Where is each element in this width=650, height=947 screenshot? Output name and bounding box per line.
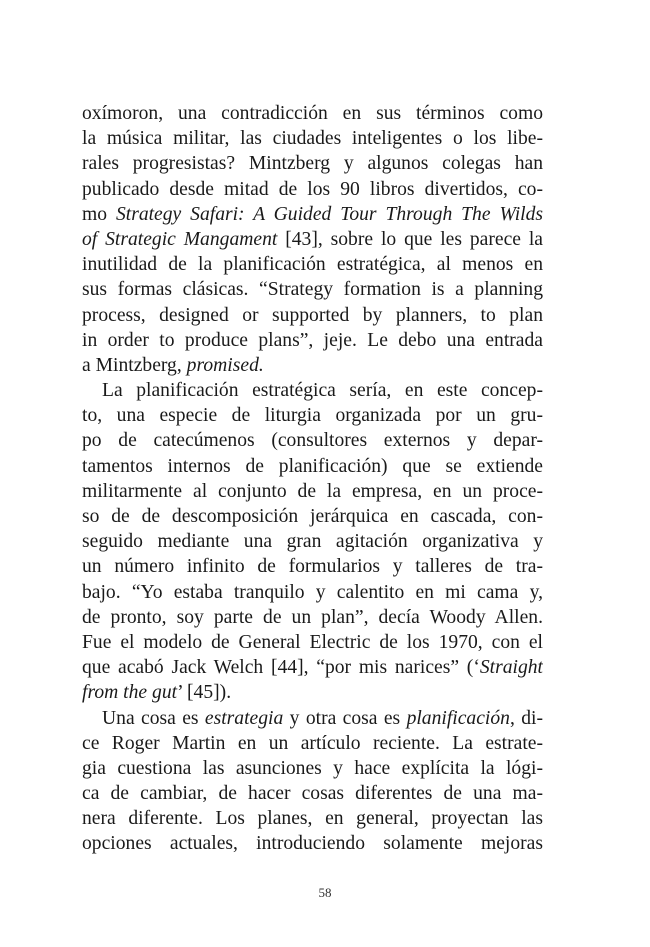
text-line: [82, 655, 543, 680]
text-span: un número infinito de formularios y talleres de tra-: [82, 556, 543, 578]
text-line: [82, 277, 543, 302]
text-span: , di-: [509, 707, 543, 729]
text-line: [82, 630, 543, 655]
text-span: gia cuestiona las asunciones y hace explícita la lógi-: [82, 757, 543, 779]
text-line: [82, 151, 543, 176]
text-span: sus formas clásicas. “Strategy formation is a planning: [82, 279, 543, 301]
text-span: de pronto, soy parte de un plan”, decía Woody Allen.: [82, 606, 543, 628]
text-line: [82, 428, 543, 453]
text-line: [82, 680, 543, 705]
text-span: que acabó Jack Welch [44], “por mis narices” (‘: [82, 657, 480, 679]
text-line: [82, 101, 543, 126]
italic-text: Straight: [479, 657, 543, 679]
text-line: [82, 731, 543, 756]
text-span: in order to produce plans”, jeje. Le debo una entrada: [82, 329, 543, 351]
italic-text: planificación: [406, 707, 510, 729]
text-span: ce Roger Martin en un artículo reciente. La estrate-: [82, 732, 543, 754]
text-line: [82, 756, 543, 781]
text-span: po de catecúmenos (consultores externos y depar-: [82, 430, 543, 452]
text-span: militarmente al conjunto de la empresa, en un proce-: [82, 480, 543, 502]
text-line: [82, 403, 543, 428]
page-number: 58: [318, 885, 332, 900]
text-span: a Mintzberg,: [82, 354, 187, 376]
text-line: [82, 454, 543, 479]
text-span: [43], sobre lo que les parece la: [277, 228, 543, 250]
text-line: [82, 353, 543, 378]
text-span: ’ [45]).: [177, 682, 232, 704]
italic-text: of Strategic Mangament: [82, 228, 278, 250]
text-line: [82, 227, 543, 252]
text-line: [82, 831, 543, 856]
text-span: La planificación estratégica sería, en este concep-: [102, 380, 543, 402]
text-line: [82, 378, 543, 403]
italic-text: Strategy Safari: A Guided Tour Through The Wilds: [115, 203, 543, 225]
text-span: opciones actuales, introduciendo solamente mejoras: [82, 833, 543, 855]
text-span: bajo. “Yo estaba tranquilo y calentito en mi cama y,: [82, 581, 543, 603]
text-span: process, designed or supported by planners, to plan: [82, 304, 543, 326]
text-span: Fue el modelo de General Electric de los 1970, con el: [82, 631, 543, 653]
text-span: la música militar, las ciudades inteligentes o los libe-: [82, 128, 543, 150]
text-line: [82, 781, 543, 806]
text-line: [82, 252, 543, 277]
italic-text: promised.: [186, 354, 264, 376]
text-line: [82, 126, 543, 151]
text-line: [82, 806, 543, 831]
text-line: [82, 554, 543, 579]
text-span: publicado desde mitad de los 90 libros divertidos, co-: [82, 178, 543, 200]
text-line: [82, 529, 543, 554]
text-line: [82, 303, 543, 328]
text-line: [82, 328, 543, 353]
text-line: [82, 504, 543, 529]
text-line: [82, 580, 543, 605]
body-text: [82, 101, 543, 857]
text-span: so de de descomposición jerárquica en cascada, con-: [82, 506, 543, 527]
text-line: [82, 177, 543, 202]
text-span: inutilidad de la planificación estratégica, al menos en: [82, 254, 543, 276]
italic-text: estrategia: [204, 707, 284, 729]
text-span: ca de cambiar, de hacer cosas diferentes de una ma-: [82, 783, 543, 805]
italic-text: from the gut: [82, 682, 178, 704]
text-span: rales progresistas? Mintzberg y algunos colegas han: [82, 153, 543, 175]
text-span: seguido mediante una gran agitación organizativa y: [82, 531, 543, 553]
text-line: [82, 706, 543, 731]
text-span: to, una especie de liturgia organizada por un gru-: [82, 405, 543, 427]
text-span: Una cosa es: [102, 707, 205, 729]
text-line: [82, 605, 543, 630]
text-span: nera diferente. Los planes, en general, proyectan las: [82, 808, 543, 830]
text-line: [82, 479, 543, 504]
text-span: y otra cosa es: [283, 707, 407, 729]
text-span: oxímoron, una contradicción en sus términos como: [82, 103, 543, 124]
text-span: tamentos internos de planificación) que se extiende: [82, 455, 543, 477]
text-line: [82, 202, 543, 227]
text-span: mo: [82, 203, 116, 225]
